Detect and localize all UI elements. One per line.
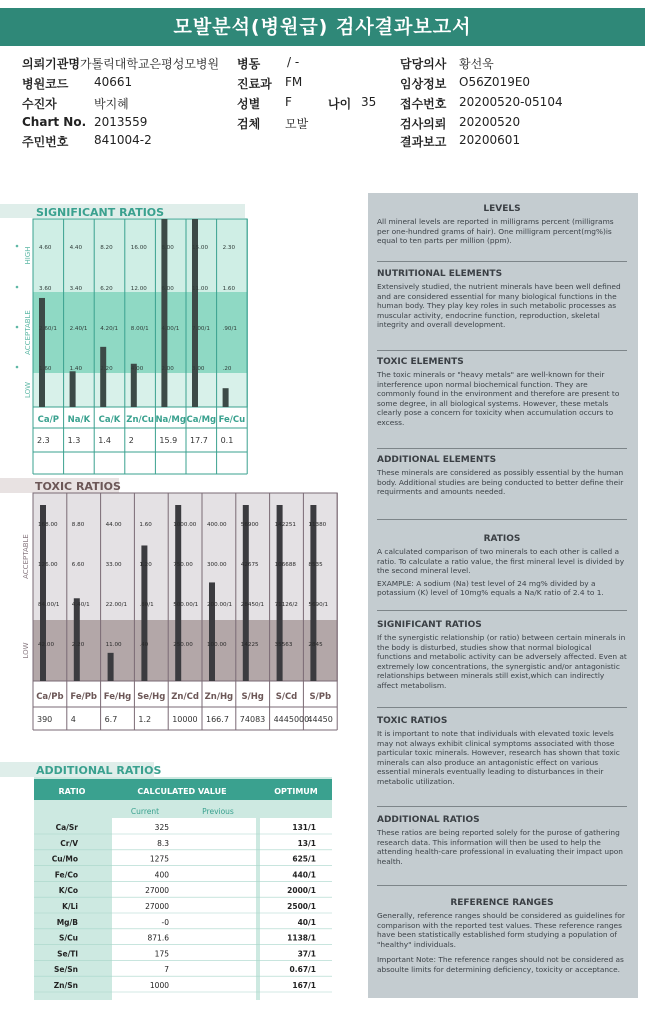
tick-label: 35563 xyxy=(274,642,293,648)
row-ratio: Zn/Sn xyxy=(53,981,78,990)
info-panel xyxy=(368,193,638,998)
column-label: Ca/P xyxy=(37,415,59,425)
tick-label: 6.20 xyxy=(100,286,113,292)
field-value: / - xyxy=(287,55,300,69)
levels-text: All mineral levels are reported in milligrams percent (milligrams per one-hundred grams of hair). One milligram percent(mg%)is equal to ten parts per million (ppm). xyxy=(377,217,614,246)
previous-column-bg xyxy=(180,818,256,1000)
field-label: 의뢰기관명 xyxy=(22,57,80,71)
header-row-ward xyxy=(237,55,300,72)
column-value: 17.7 xyxy=(190,436,208,445)
tick-label: 8.20 xyxy=(100,245,113,251)
column-value: 0.1 xyxy=(220,436,234,445)
tick-label: 33.00 xyxy=(105,562,122,568)
bar-ca-pb xyxy=(40,505,46,681)
tick-label: 126.00 xyxy=(38,562,58,568)
zone-low xyxy=(33,373,247,407)
column-label: Ca/K xyxy=(98,415,121,425)
significant-ratios-text: If the synergistic relationship (or ratio) between certain minerals in the body is disturbed, studies show that normal biological functions and metabolic activity can be adversely affected. Even at extremely low concentrations, the synergistic and/or antagonistic relationships between minerals still exist,which can indirectly affect metabolism. xyxy=(377,633,627,690)
row-ratio: Cr/V xyxy=(60,838,78,848)
header-row-request-date xyxy=(400,115,521,132)
header-optimum: OPTIMUM xyxy=(274,787,318,796)
column-value: 44450 xyxy=(307,715,333,724)
tick-label: 42675 xyxy=(240,562,259,568)
tick-label: 2845 xyxy=(308,642,323,648)
column-value: 15.9 xyxy=(159,436,178,445)
tick-label: 3.60 xyxy=(39,286,52,292)
tick-label: 4.20/1 xyxy=(100,326,119,332)
subheader-current: Current xyxy=(130,807,160,816)
row-ratio: Fe/Co xyxy=(54,870,78,880)
divider xyxy=(377,707,627,708)
tick-label: 12.00 xyxy=(130,286,147,292)
tick-label: .40 xyxy=(139,642,149,648)
column-value: 2.3 xyxy=(37,436,50,445)
row-optimum: 625/1 xyxy=(292,854,316,864)
field-label: 검체 xyxy=(237,117,261,131)
field-label: 병원코드 xyxy=(22,77,69,91)
toxic-elements-heading: TOXIC ELEMENTS xyxy=(377,357,464,367)
header-row-institution xyxy=(22,55,220,72)
important-note: Important Note: The reference ranges should not be considered as absoulte limits for determining deficiency, toxicity or acceptance. xyxy=(377,955,624,974)
tick-label: 142251 xyxy=(274,522,296,528)
tick-label: 14225 xyxy=(240,642,259,648)
row-current: 27000 xyxy=(145,902,169,911)
tick-label: 42.00 xyxy=(38,642,55,648)
field-label: 검사의뢰 xyxy=(400,117,447,131)
row-current: 325 xyxy=(154,823,169,832)
tick-label: 4.40/1 xyxy=(71,602,90,608)
tick-dot xyxy=(16,286,19,289)
tick-label: 6.60 xyxy=(71,562,85,568)
tick-label: 71126/2 xyxy=(274,602,298,608)
header-row-report-date xyxy=(400,133,521,150)
tick-label: 1.60 xyxy=(39,366,52,372)
divider xyxy=(377,610,627,611)
row-optimum: 37/1 xyxy=(297,949,316,959)
tick-label: 2.20 xyxy=(71,642,85,648)
field-label: 접수번호 xyxy=(400,97,447,111)
additional-elements-text: These minerals are considered as possibly essential by the human body. Additional studies are being conducted to better define their requirments and amounts needed. xyxy=(377,468,624,497)
header-row-age xyxy=(328,95,377,112)
additional-ratios-heading: ADDITIONAL RATIOS xyxy=(377,815,480,825)
column-label: Fe/Cu xyxy=(218,415,246,425)
zone-high xyxy=(33,219,247,292)
field-label: 결과보고 xyxy=(400,135,447,149)
tick-label: 400.00 xyxy=(207,522,227,528)
row-current: 8.3 xyxy=(157,838,169,848)
field-label: 진료과 xyxy=(237,77,272,91)
zone-label: HIGH xyxy=(24,246,32,265)
significant-ratios-chart xyxy=(0,200,250,475)
column-label: S/Pb xyxy=(309,692,332,702)
column-value: 1.3 xyxy=(67,436,81,445)
tick-label: .80/1 xyxy=(139,602,154,608)
ratios-example: EXAMPLE: A sodium (Na) test level of 24 mg% divided by a potassium (K) level of 10mg% equals a Na/K ratio of 2.4 to 1. xyxy=(377,578,604,598)
field-label: 병동 xyxy=(237,57,261,71)
field-label: 담당의사 xyxy=(400,57,447,71)
row-optimum: 13/1 xyxy=(297,838,316,848)
field-label: 나이 xyxy=(328,97,352,111)
tick-label: 11.00 xyxy=(192,286,209,292)
column-label: Zn/Cu xyxy=(126,415,154,425)
field-value: F xyxy=(285,95,292,109)
divider xyxy=(377,350,627,351)
row-optimum: 440/1 xyxy=(292,870,316,880)
column-label: Fe/Pb xyxy=(70,692,98,702)
additional-ratios-text: These ratios are being reported solely for the purose of gathering research data. This information will then be used to help the attending health-care professional in evaluating their impact upon health. xyxy=(377,828,623,866)
tick-label: 4.00 xyxy=(130,366,144,372)
column-label: S/Hg xyxy=(241,692,264,702)
bar-fe-pb xyxy=(74,598,80,681)
tick-label: 4.00/1 xyxy=(161,326,180,332)
zone-label: ACCEPTABLE xyxy=(22,534,30,579)
zone-label: LOW xyxy=(22,642,30,659)
row-ratio: K/Co xyxy=(58,886,78,896)
tick-label: 22.00/1 xyxy=(105,602,128,608)
zone-label: LOW xyxy=(24,381,32,399)
tick-label: 15.00 xyxy=(192,245,209,251)
tick-dot xyxy=(16,366,19,369)
row-optimum: 40/1 xyxy=(297,917,316,927)
header-ratio: RATIO xyxy=(58,787,86,796)
tick-label: 8.80 xyxy=(71,522,85,528)
header-row-doctor xyxy=(400,55,494,72)
toxic-ratios-text: It is important to note that individuals with elevated toxic levels may not always exhibit clinical symptoms associated with those particular toxic minerals. However, research has shown that toxic minerals can also produce an antagonistic effect on various essential minerals eventually leading to disturbances in their metabolic utilization. xyxy=(377,729,620,786)
tick-label: 100.00 xyxy=(207,642,227,648)
row-ratio: Se/Sn xyxy=(54,965,78,975)
toxic-ratios-heading: TOXIC RATIOS xyxy=(377,716,448,726)
column-value: 4445000 xyxy=(273,715,310,724)
tick-label: 8.00 xyxy=(161,245,174,251)
tick-label: 4.60 xyxy=(39,245,52,251)
tick-label: 2.60/1 xyxy=(39,326,57,332)
tick-label: 56900 xyxy=(240,522,259,528)
column-value: 10000 xyxy=(172,715,198,724)
zone-acceptable xyxy=(33,292,247,373)
tick-label: 2.40/1 xyxy=(69,326,88,332)
row-optimum: 1138/1 xyxy=(287,933,316,943)
column-value: 4 xyxy=(70,715,76,724)
tick-label: 200.00/1 xyxy=(207,602,233,608)
bar-fe-cu xyxy=(223,388,229,407)
tick-label: 1.60 xyxy=(139,522,152,528)
header-row-receipt-no xyxy=(400,95,563,112)
bar-fe-hg xyxy=(108,653,114,681)
column-label: Zn/Cd xyxy=(171,692,199,702)
field-value: 35 xyxy=(361,95,377,109)
header-row-department xyxy=(237,75,303,92)
field-value: 모발 xyxy=(285,117,309,131)
divider xyxy=(377,261,627,262)
tick-label: 1.40 xyxy=(69,366,83,372)
field-value: FM xyxy=(285,75,303,89)
nutritional-heading: NUTRITIONAL ELEMENTS xyxy=(377,269,503,279)
tick-label: 16.00 xyxy=(130,245,147,251)
tick-label: 2.20 xyxy=(100,366,113,372)
row-current: 871.6 xyxy=(147,933,169,943)
tick-label: .20 xyxy=(222,366,232,372)
tick-label: 250.00 xyxy=(173,642,193,648)
field-label: 임상정보 xyxy=(400,77,447,91)
header-row-sex xyxy=(237,95,292,112)
field-value: 2013559 xyxy=(94,115,148,129)
tick-label: 300.00 xyxy=(207,562,227,568)
tick-dot xyxy=(16,245,19,248)
chart-title: SIGNIFICANT RATIOS xyxy=(36,206,165,219)
field-label: Chart No. xyxy=(22,115,87,129)
column-value: 2 xyxy=(128,436,134,445)
field-value: 가톨릭대학교은평성모병원 xyxy=(80,57,220,71)
tick-label: 28450/1 xyxy=(240,602,265,608)
additional-elements-heading: ADDITIONAL ELEMENTS xyxy=(377,455,497,465)
column-value: 1.4 xyxy=(98,436,111,445)
header-calculated: CALCULATED VALUE xyxy=(137,787,227,796)
field-value: 황선욱 xyxy=(459,57,494,71)
tick-label: 8535 xyxy=(308,562,323,568)
field-value: 20200520 xyxy=(459,115,521,129)
column-label: Ca/Mg xyxy=(186,415,217,425)
row-ratio: Se/Tl xyxy=(57,949,78,959)
column-value: 166.7 xyxy=(206,715,229,724)
header-row-chart-no xyxy=(22,115,148,129)
field-value: 20200601 xyxy=(459,133,521,147)
row-current: 7 xyxy=(164,965,169,975)
row-optimum: 2000/1 xyxy=(287,886,316,896)
tick-dot xyxy=(16,326,19,329)
row-current: 175 xyxy=(154,949,169,959)
tick-label: 168.00 xyxy=(38,522,58,528)
column-label: Se/Hg xyxy=(137,692,166,702)
row-optimum: 167/1 xyxy=(292,981,316,990)
divider xyxy=(377,448,627,449)
row-current: 400 xyxy=(154,870,169,880)
field-value: 40661 xyxy=(94,75,133,89)
header-row-hospital-code xyxy=(22,75,133,92)
column-value: 1.2 xyxy=(138,715,152,724)
row-current: 1000 xyxy=(149,981,169,990)
field-value: 20200520-05104 xyxy=(459,95,563,109)
divider xyxy=(377,885,627,886)
tick-label: 4.40 xyxy=(69,245,83,251)
levels-heading: LEVELS xyxy=(483,204,521,214)
bar-s-hg xyxy=(243,505,249,681)
row-optimum: 131/1 xyxy=(292,823,316,832)
tick-label: .90/1 xyxy=(222,326,237,332)
column-value: 390 xyxy=(37,715,53,724)
header-row-specimen xyxy=(237,115,309,132)
tick-label: 8.00/1 xyxy=(130,326,149,332)
reference-ranges-heading: REFERENCE RANGES xyxy=(450,898,554,908)
toxic-elements-text: The toxic minerals or "heavy metals" are well-known for their interference upon normal biochemical function. They are commonly found in the environment and therefore are present to some degree, in all biological systems. However, these metals clearly pose a concern for toxicity when accumulation occurs to excess. xyxy=(377,370,620,427)
bar-ca-p xyxy=(39,298,45,407)
row-ratio: K/Li xyxy=(62,902,78,911)
zone-label: ACCEPTABLE xyxy=(24,310,32,355)
tick-label: 106688 xyxy=(274,562,296,568)
tick-label: 1.20 xyxy=(139,562,152,568)
row-current: -0 xyxy=(161,917,169,927)
bar-ca-k xyxy=(100,347,106,407)
column-label: Na/K xyxy=(67,415,91,425)
tick-label: 1.60 xyxy=(222,286,236,292)
tick-label: 84.00/1 xyxy=(38,602,60,608)
ratios-text: A calculated comparison of two minerals to each other is called a ratio. To calculate a ratio value, the first mineral level is divided by the second mineral level. xyxy=(377,547,625,576)
chart-title: TOXIC RATIOS xyxy=(35,480,121,493)
column-label: S/Cd xyxy=(275,692,298,702)
column-value: 74083 xyxy=(239,715,266,724)
bar-na-k xyxy=(70,371,76,407)
significant-ratios-heading: SIGNIFICANT RATIOS xyxy=(377,620,482,630)
tick-label: 1000.00 xyxy=(173,522,197,528)
tick-label: 44.00 xyxy=(105,522,122,528)
row-ratio: Ca/Sr xyxy=(55,823,78,832)
tick-label: 3.00 xyxy=(192,366,205,372)
column-label: Zn/Hg xyxy=(204,692,234,702)
tick-label: 5690/1 xyxy=(308,602,329,608)
bar-zn-cd xyxy=(175,505,181,681)
additional-ratios-table xyxy=(0,758,336,1000)
tick-label: 11380 xyxy=(308,522,327,528)
field-value: 박지혜 xyxy=(94,97,129,111)
ratios-heading: RATIOS xyxy=(483,534,521,544)
divider xyxy=(377,519,627,520)
field-label: 주민번호 xyxy=(22,135,69,149)
reference-ranges-text: Generally, reference ranges should be considered as guidelines for comparison with the reported test values. These reference ranges have been statistically established form studying a population of "healthy" individuals. xyxy=(377,911,625,949)
row-ratio: S/Cu xyxy=(59,933,78,943)
tick-label: 7.00/1 xyxy=(192,326,210,332)
field-value: O56Z019E0 xyxy=(459,75,531,89)
row-ratio: Cu/Mo xyxy=(51,854,78,864)
report-title: 모발분석(병원급) 검사결과보고서 xyxy=(0,8,645,46)
bar-s-pb xyxy=(310,505,316,681)
subheader-previous: Previous xyxy=(202,807,234,816)
row-current: 1275 xyxy=(149,854,169,864)
header-row-patient xyxy=(22,95,129,112)
table-title: ADDITIONAL RATIOS xyxy=(36,764,162,777)
nutritional-text: Extensively studied, the nutrient minerals have been well defined and are considered essential for many biological functions in the human body. They play key roles in such metabolic processes as muscular activity, endocrine function, reproduction, skeletal integrity and overall development. xyxy=(377,282,621,330)
toxic-ratios-chart xyxy=(0,476,340,732)
divider xyxy=(377,806,627,807)
field-value: 841004-2 xyxy=(94,133,152,147)
bar-zn-hg xyxy=(209,582,215,681)
field-label: 수진자 xyxy=(22,97,57,111)
field-label: 성별 xyxy=(237,97,261,111)
tick-label: 500.00/1 xyxy=(173,602,199,608)
tick-label: 750.00 xyxy=(173,562,193,568)
tick-label: 11.00 xyxy=(105,642,122,648)
header-row-resident-no xyxy=(22,133,152,150)
tick-label: 3.40 xyxy=(69,286,83,292)
tick-label: 2.30 xyxy=(222,245,236,251)
bar-s-cd xyxy=(277,505,283,681)
row-current: 27000 xyxy=(145,886,169,896)
column-label: Fe/Hg xyxy=(103,692,132,702)
column-label: Ca/Pb xyxy=(36,692,64,702)
column-value: 6.7 xyxy=(104,715,118,724)
column-label: Na/Mg xyxy=(155,415,186,425)
row-ratio: Mg/B xyxy=(56,917,78,927)
tick-label: 2.00 xyxy=(161,366,174,372)
tick-label: 6.00 xyxy=(161,286,174,292)
row-optimum: 2500/1 xyxy=(287,902,316,911)
row-optimum: 0.67/1 xyxy=(289,965,316,975)
header-row-clinical-info xyxy=(400,75,531,92)
